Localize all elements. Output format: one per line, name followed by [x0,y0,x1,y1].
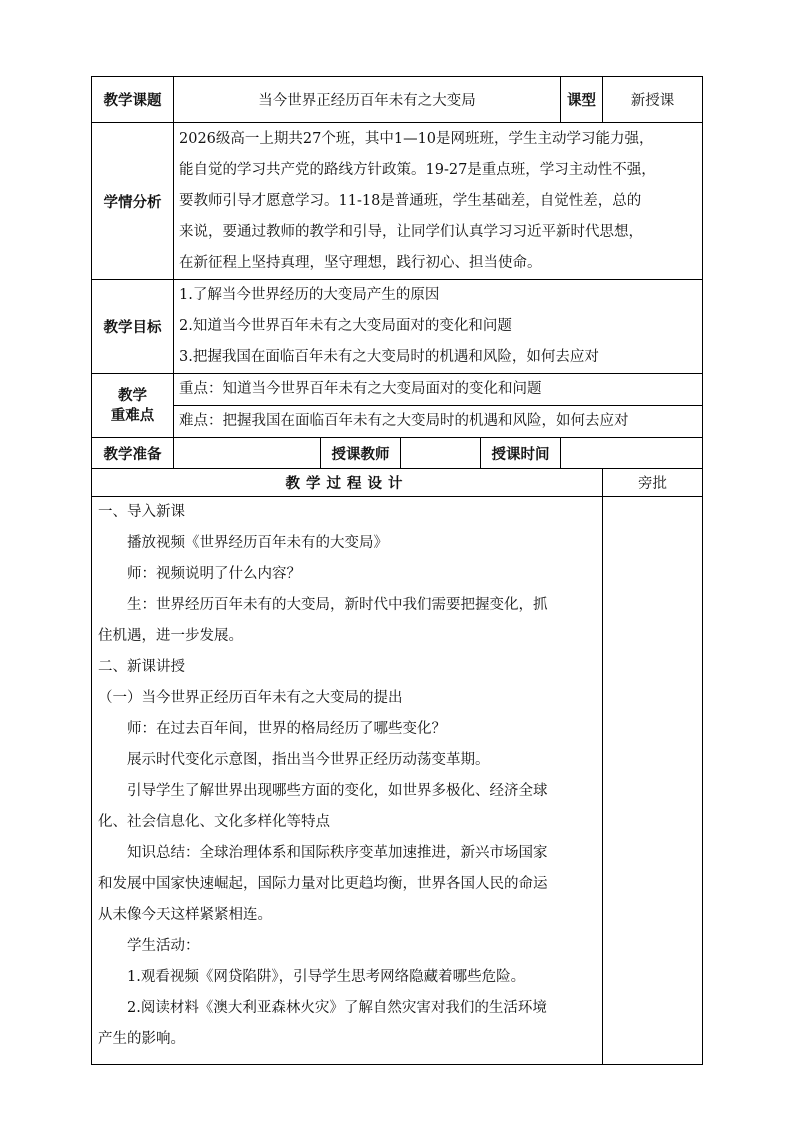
key-difficult-label: 教学 重难点 [92,374,174,438]
time-value [561,438,703,469]
key-point-row [92,374,703,406]
objective-item: 1.了解当今世界经历的大变局产生的原因 [179,287,440,303]
prep-label: 教学准备 [92,438,174,469]
paragraph-continuation: 产生的影响。 [98,1031,185,1047]
subsection-heading: （一）当今世界正经历百年未有之大变局的提出 [98,690,403,706]
paragraph-continuation: 和发展中国家快速崛起，国际力量对比更趋均衡，世界各国人民的命运 [98,876,548,892]
teacher-value [401,438,481,469]
paragraph-continuation: 化、社会信息化、文化多样化等特点 [98,814,330,830]
paragraph: 师：视频说明了什么内容？ [127,566,301,582]
lesson-plan-table [91,76,703,1065]
topic-row [92,77,703,123]
section-heading: 二、新课讲授 [98,659,185,675]
objectives-label: 教学目标 [92,280,174,374]
margin-notes-label: 旁批 [603,469,703,497]
margin-notes-cell [603,497,703,1065]
paragraph: 知识总结：全球治理体系和国际秩序变革加速推进，新兴市场国家 [127,845,548,861]
analysis-line: 能自觉的学习共产党的路线方针政策。19-27是重点班，学习主动性不强， [179,161,656,178]
process-content [92,497,603,1065]
time-label: 授课时间 [481,438,561,469]
analysis-line: 在新征程上坚持真理，坚守理想，践行初心、担当使命。 [179,254,542,271]
student-analysis-content [174,123,703,280]
paragraph: 引导学生了解世界出现哪些方面的变化，如世界多极化、经济全球 [127,783,548,799]
prep-row [92,438,703,469]
student-analysis-label: 学情分析 [92,123,174,280]
analysis-line: 2026级高一上期共27个班，其中1—10是网班班，学生主动学习能力强， [179,130,654,147]
analysis-line: 要教师引导才愿意学习。11-18是普通班，学生基础差，自觉性差，总的 [179,192,642,209]
student-analysis-row [92,123,703,280]
difficult-point-content: 难点：把握我国在面临百年未有之大变局时的机遇和风险，如何去应对 [174,406,703,438]
objective-item: 3.把握我国在面临百年未有之大变局时的机遇和风险，如何去应对 [179,349,599,365]
key-point-content: 重点：知道当今世界百年未有之大变局面对的变化和问题 [174,374,703,406]
objectives-row [92,280,703,374]
topic-label: 教学课题 [92,77,174,123]
paragraph: 2.阅读材料《澳大利亚森林火灾》了解自然灾害对我们的生活环境 [127,1000,547,1016]
objective-item: 2.知道当今世界百年未有之大变局面对的变化和问题 [179,318,512,334]
paragraph-continuation: 从未像今天这样紧紧相连。 [98,907,272,923]
paragraph: 1.观看视频《网贷陷阱》，引导学生思考网络隐藏着哪些危险。 [127,969,526,985]
paragraph: 学生活动： [127,938,200,954]
process-body-row [92,497,703,1065]
lesson-type-label: 课型 [561,77,603,123]
process-design-title: 教学过程设计 [92,469,603,497]
lesson-type-value: 新授课 [603,77,703,123]
process-header-row [92,469,703,497]
paragraph-continuation: 住机遇，进一步发展。 [98,628,243,644]
paragraph: 师：在过去百年间，世界的格局经历了哪些变化？ [127,721,446,737]
prep-value [174,438,321,469]
analysis-line: 来说，要通过教师的教学和引导，让同学们认真学习习近平新时代思想， [179,223,643,240]
topic-value: 当今世界正经历百年未有之大变局 [174,77,561,123]
paragraph: 展示时代变化示意图，指出当今世界正经历动荡变革期。 [127,752,490,768]
difficult-point-row [92,406,703,438]
section-heading: 一、导入新课 [98,504,185,520]
teacher-label: 授课教师 [321,438,401,469]
paragraph: 生：世界经历百年未有的大变局，新时代中我们需要把握变化，抓 [127,597,548,613]
paragraph: 播放视频《世界经历百年未有的大变局》 [127,535,388,551]
objectives-content [174,280,703,374]
lesson-plan-sheet [91,76,702,1061]
